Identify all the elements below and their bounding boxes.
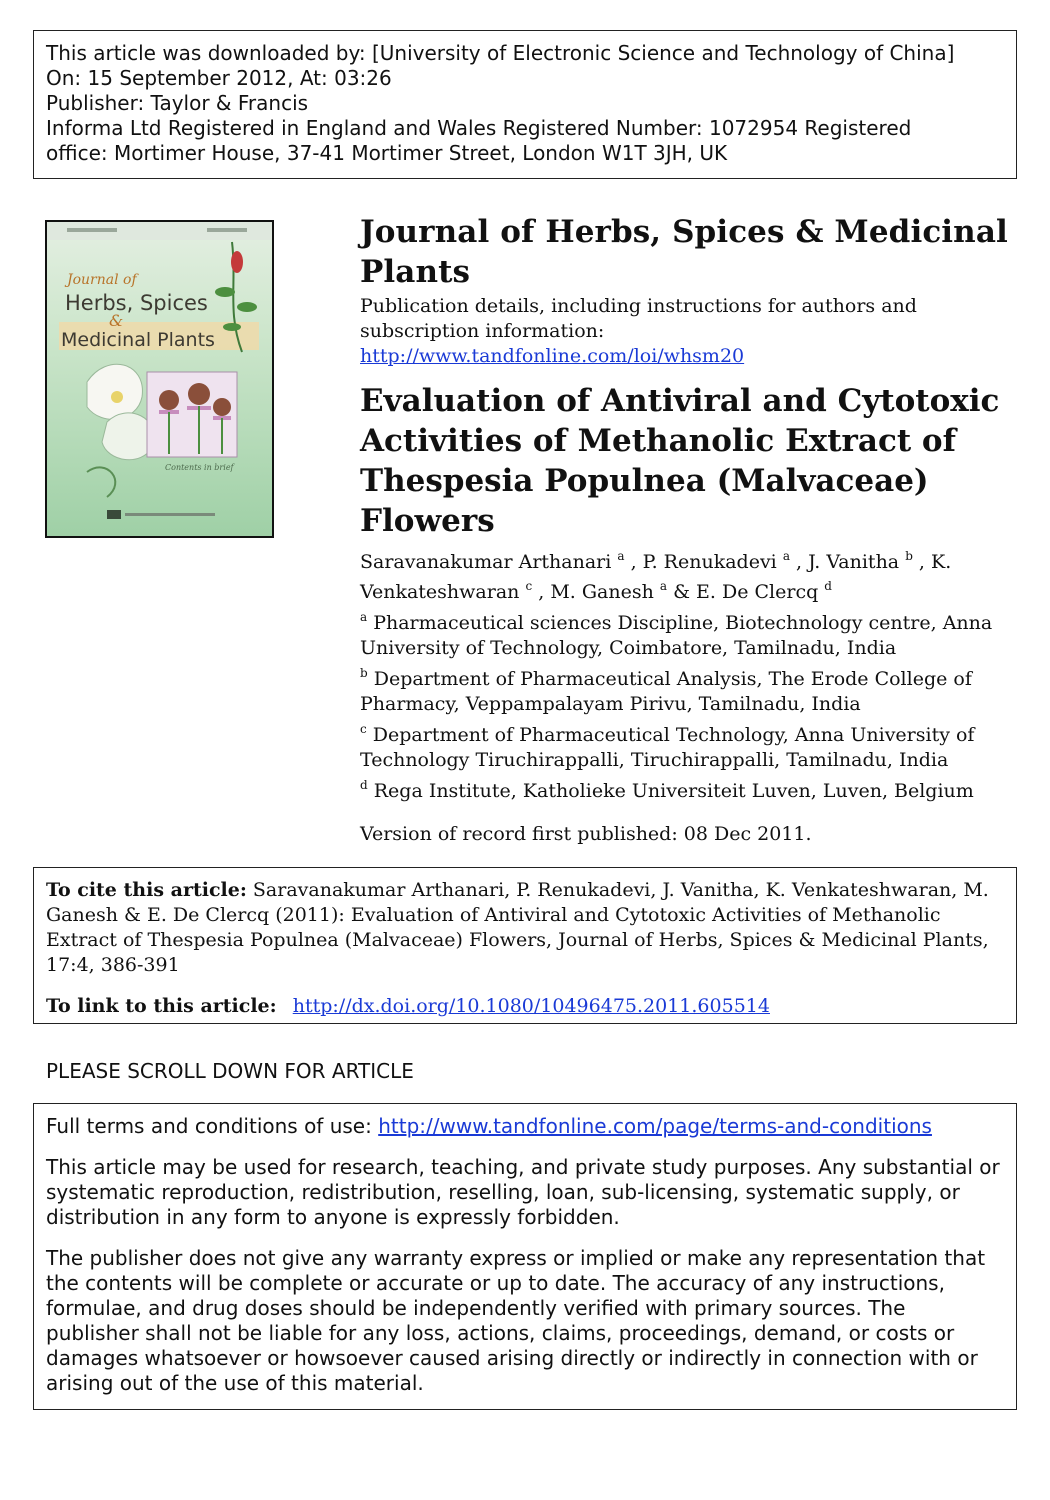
terms-box <box>33 1103 1017 1410</box>
svg-text:Contents in brief: Contents in brief <box>165 463 234 472</box>
affiliation-text: Department of Pharmaceutical Technology, Anna University of Technology Tiruchirappalli, Tiruchirappalli, Tamilnadu, India <box>360 724 975 771</box>
download-line: office: Mortimer House, 37-41 Mortimer Street, London W1T 3JH, UK <box>46 141 728 165</box>
author-affiliation-marker: a <box>659 579 668 593</box>
journal-url-link[interactable]: http://www.tandfonline.com/loi/whsm20 <box>360 345 745 367</box>
download-notice-box <box>33 30 1017 179</box>
affiliation <box>360 667 1020 717</box>
affiliation-marker: d <box>360 778 368 792</box>
affiliation-text: Pharmaceutical sciences Discipline, Biotechnology centre, Anna University of Technology, Coimbatore, Tamilnadu, India <box>360 612 993 659</box>
author-separator: , <box>532 581 551 603</box>
cover-title-line: Herbs, Spices <box>65 291 208 315</box>
affiliation-text: Rega Institute, Katholieke Universiteit Luven, Luven, Belgium <box>373 780 974 802</box>
author-name: K. Venkateshwaran <box>360 551 952 603</box>
article-link-label: To link to this article: <box>46 995 277 1017</box>
cover-title-line: & <box>109 311 124 330</box>
citation-box <box>33 867 1017 1024</box>
affiliation-marker: b <box>360 666 368 680</box>
affiliation-text: Department of Pharmaceutical Analysis, The Erode College of Pharmacy, Veppampalayam Pirivu, Tamilnadu, India <box>360 668 972 715</box>
download-line: On: 15 September 2012, At: 03:26 <box>46 66 392 90</box>
journal-title: Journal of Herbs, Spices & Medicinal Plants <box>360 214 1008 290</box>
terms-link[interactable]: http://www.tandfonline.com/page/terms-and-conditions <box>378 1114 932 1138</box>
cover-title-line: Journal of <box>67 272 137 288</box>
citation-label: To cite this article: <box>46 879 247 901</box>
article-title: Evaluation of Antiviral and Cytotoxic Activities of Methanolic Extract of Thespesia Populnea (Malvaceae) Flowers <box>360 383 1000 539</box>
terms-intro-line <box>46 1114 1004 1139</box>
author-name: J. Vanitha <box>808 551 900 573</box>
author-separator: & <box>667 581 697 603</box>
terms-paragraph: This article may be used for research, teaching, and private study purposes. Any substantial or systematic reproduction, redistribution, reselling, loan, sub-licensing, systematic supply, or distribution in any form to anyone is expressly forbidden. <box>46 1155 1000 1229</box>
version-of-record: Version of record first published: 08 Dec 2011. <box>360 823 812 845</box>
affiliation-marker: c <box>360 722 367 736</box>
citation <box>46 878 1004 978</box>
author-name: M. Ganesh <box>550 581 654 603</box>
terms-intro: Full terms and conditions of use: <box>46 1114 372 1138</box>
cover-illustration <box>47 222 272 536</box>
download-line: Informa Ltd Registered in England and Wales Registered Number: 1072954 Registered <box>46 116 912 140</box>
download-line: Publisher: Taylor & Francis <box>46 91 309 115</box>
author-affiliation-marker: c <box>525 579 533 593</box>
publication-details-text: Publication details, including instructions for authors and subscription information: <box>360 295 917 342</box>
author-affiliation-marker: b <box>905 549 913 563</box>
author-name: P. Renukadevi <box>642 551 777 573</box>
publication-details <box>360 294 1020 369</box>
affiliation <box>360 611 1020 661</box>
scroll-notice: PLEASE SCROLL DOWN FOR ARTICLE <box>46 1059 414 1083</box>
citation-text: Saravanakumar Arthanari, P. Renukadevi, J. Vanitha, K. Venkateshwaran, M. Ganesh & E. De Clercq (2011): Evaluation of Antiviral and Cytotoxic Activities of Methanolic Extract of Thespesia Populnea (Malvaceae) Flowers, Journal of Herbs, Spices & Medicinal Plants, 17:4, 386-391 <box>46 879 989 976</box>
affiliation <box>360 723 1020 773</box>
affiliation <box>360 779 1020 804</box>
author-name: Saravanakumar Arthanari <box>360 551 612 573</box>
affiliation-marker: a <box>360 610 368 624</box>
author-separator: , <box>624 551 643 573</box>
author-list <box>360 547 1020 607</box>
terms-paragraph: The publisher does not give any warranty express or implied or make any representation that the contents will be complete or accurate or up to date. The accuracy of any instructions, formulae, and drug doses should be independently verified with primary sources. The publisher shall not be liable for any loss, actions, claims, proceedings, demand, or costs or damages whatsoever or howsoever caused arising directly or indirectly in connection with or arising out of the use of this material. <box>46 1246 986 1395</box>
journal-cover-image <box>45 220 274 538</box>
download-line: This article was downloaded by: [University of Electronic Science and Technology of China] <box>46 41 955 65</box>
doi-link[interactable]: http://dx.doi.org/10.1080/10496475.2011.605514 <box>292 995 770 1017</box>
author-separator: , <box>912 551 931 573</box>
article-link-row <box>46 994 1004 1019</box>
article-header <box>360 212 1020 847</box>
cover-title-line: Medicinal Plants <box>61 329 215 351</box>
author-separator: , <box>789 551 809 573</box>
author-affiliation-marker: a <box>617 549 625 563</box>
author-name: E. De Clercq <box>696 581 819 603</box>
author-affiliation-marker: a <box>782 549 790 563</box>
author-affiliation-marker: d <box>824 579 832 593</box>
